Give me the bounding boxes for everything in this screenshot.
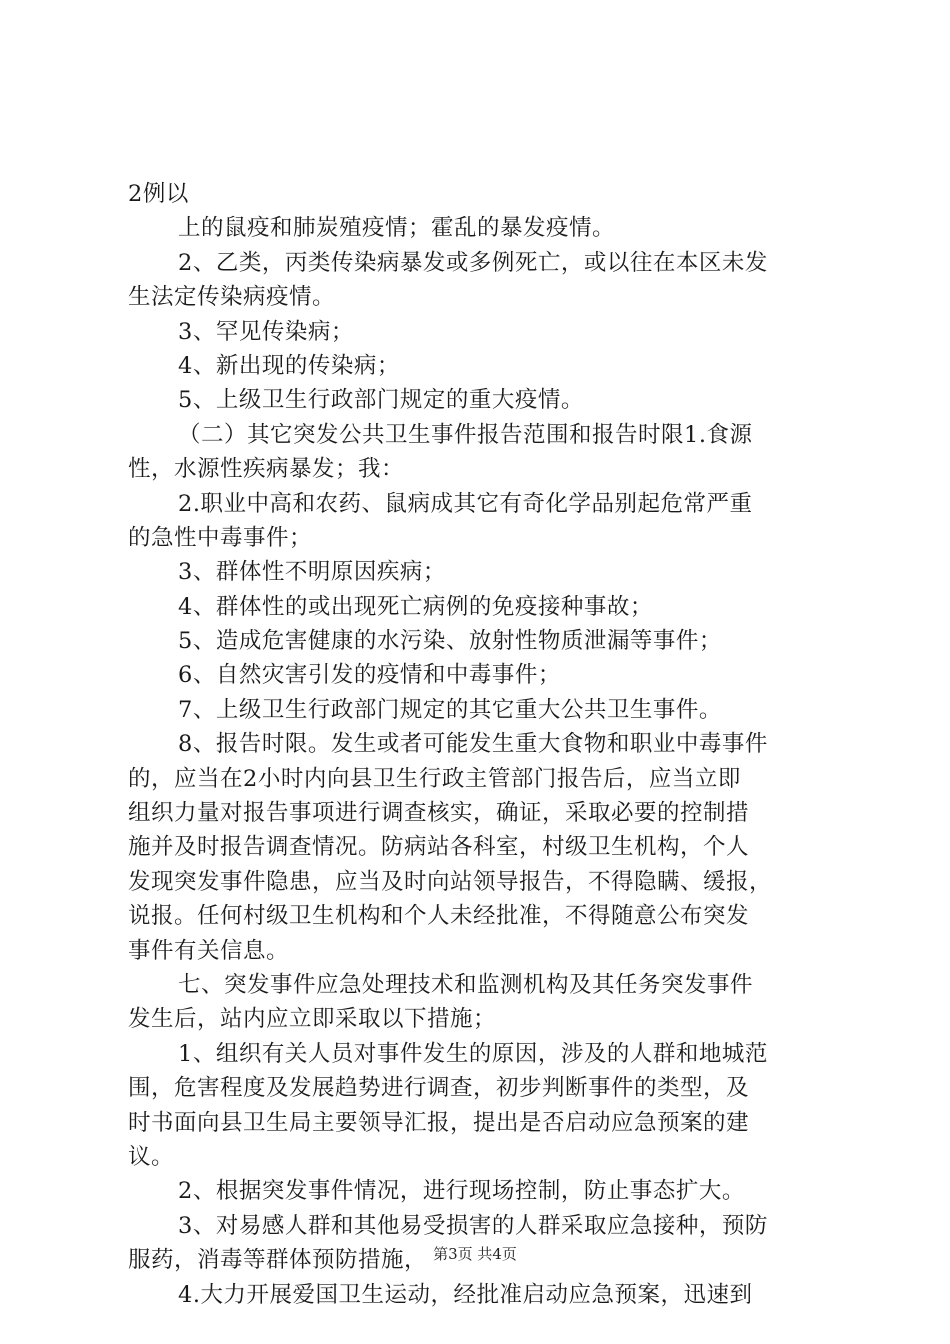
text-line: 4、新出现的传染病； xyxy=(178,352,400,379)
text-line: 事件有关信息。 xyxy=(128,937,290,964)
text-line: 6、自然灾害引发的疫情和中毒事件； xyxy=(178,662,561,689)
text-line: 说报。任何村级卫生机构和个人未经批准，不得随意公布突发 xyxy=(128,903,750,930)
text-line: 的急性中毒事件； xyxy=(128,524,313,551)
text-line: 发生后，站内应立即采取以下措施； xyxy=(128,1006,497,1033)
text-line: 服药，消毒等群体预防措施， xyxy=(128,1247,428,1274)
text-line: 2.职业中高和农药、鼠病成其它有奇化学品别起危常严重 xyxy=(178,490,753,517)
page-footer: 第3页 共4页 xyxy=(433,1245,517,1263)
text-line: 3、群体性不明原因疾病； xyxy=(178,559,446,586)
text-line: 的，应当在2小时内向县卫生行政主管部门报告后，应当立即 xyxy=(128,765,741,792)
text-line: 3、罕见传染病； xyxy=(178,318,354,345)
text-line: 5、上级卫生行政部门规定的重大疫情。 xyxy=(178,387,584,414)
text-line: 2例以 xyxy=(128,181,189,207)
text-line: 性，水源性疾病暴发；我： xyxy=(128,456,405,483)
text-line: 组织力量对报告事项进行调查核实，确证，采取必要的控制措 xyxy=(128,800,750,827)
text-line: （二）其它突发公共卫生事件报告范围和报告时限1.食源 xyxy=(178,421,753,448)
text-line: 围，危害程度及发展趋势进行调查，初步判断事件的类型，及 xyxy=(128,1075,750,1102)
text-line: 4.大力开展爱国卫生运动，经批准启动应急预案，迅速到 xyxy=(178,1281,753,1308)
text-line: 七、突发事件应急处理技术和监测机构及其任务突发事件 xyxy=(178,971,754,998)
text-line: 7、上级卫生行政部门规定的其它重大公共卫生事件。 xyxy=(178,696,722,723)
text-line: 1、组织有关人员对事件发生的原因，涉及的人群和地城范 xyxy=(178,1040,768,1067)
text-line: 施并及时报告调查情况。防病站各科室，村级卫生机构，个人 xyxy=(128,834,750,861)
document-body xyxy=(128,177,830,1312)
text-line: 3、对易感人群和其他易受损害的人群采取应急接种，预防 xyxy=(178,1212,768,1239)
text-line: 上的鼠疫和肺炭殖疫情；霍乱的暴发疫情。 xyxy=(178,215,616,242)
text-line: 生法定传染病疫情。 xyxy=(128,284,336,311)
text-line: 4、群体性的或出现死亡病例的免疫接种事故； xyxy=(178,593,653,620)
text-line: 8、报告时限。发生或者可能发生重大食物和职业中毒事件 xyxy=(178,731,768,758)
text-line: 5、造成危害健康的水污染、放射性物质泄漏等事件； xyxy=(178,628,722,655)
text-line: 2、根据突发事件情况，进行现场控制，防止事态扩大。 xyxy=(178,1178,745,1205)
text-line: 议。 xyxy=(128,1143,175,1170)
text-line: 发现突发事件隐患，应当及时向站领导报告，不得隐瞒、缓报， xyxy=(128,868,773,895)
text-line: 2、乙类，丙类传染病暴发或多例死亡，或以往在本区未发 xyxy=(178,249,768,276)
text-line: 时书面向县卫生局主要领导汇报，提出是否启动应急预案的建 xyxy=(128,1109,750,1136)
